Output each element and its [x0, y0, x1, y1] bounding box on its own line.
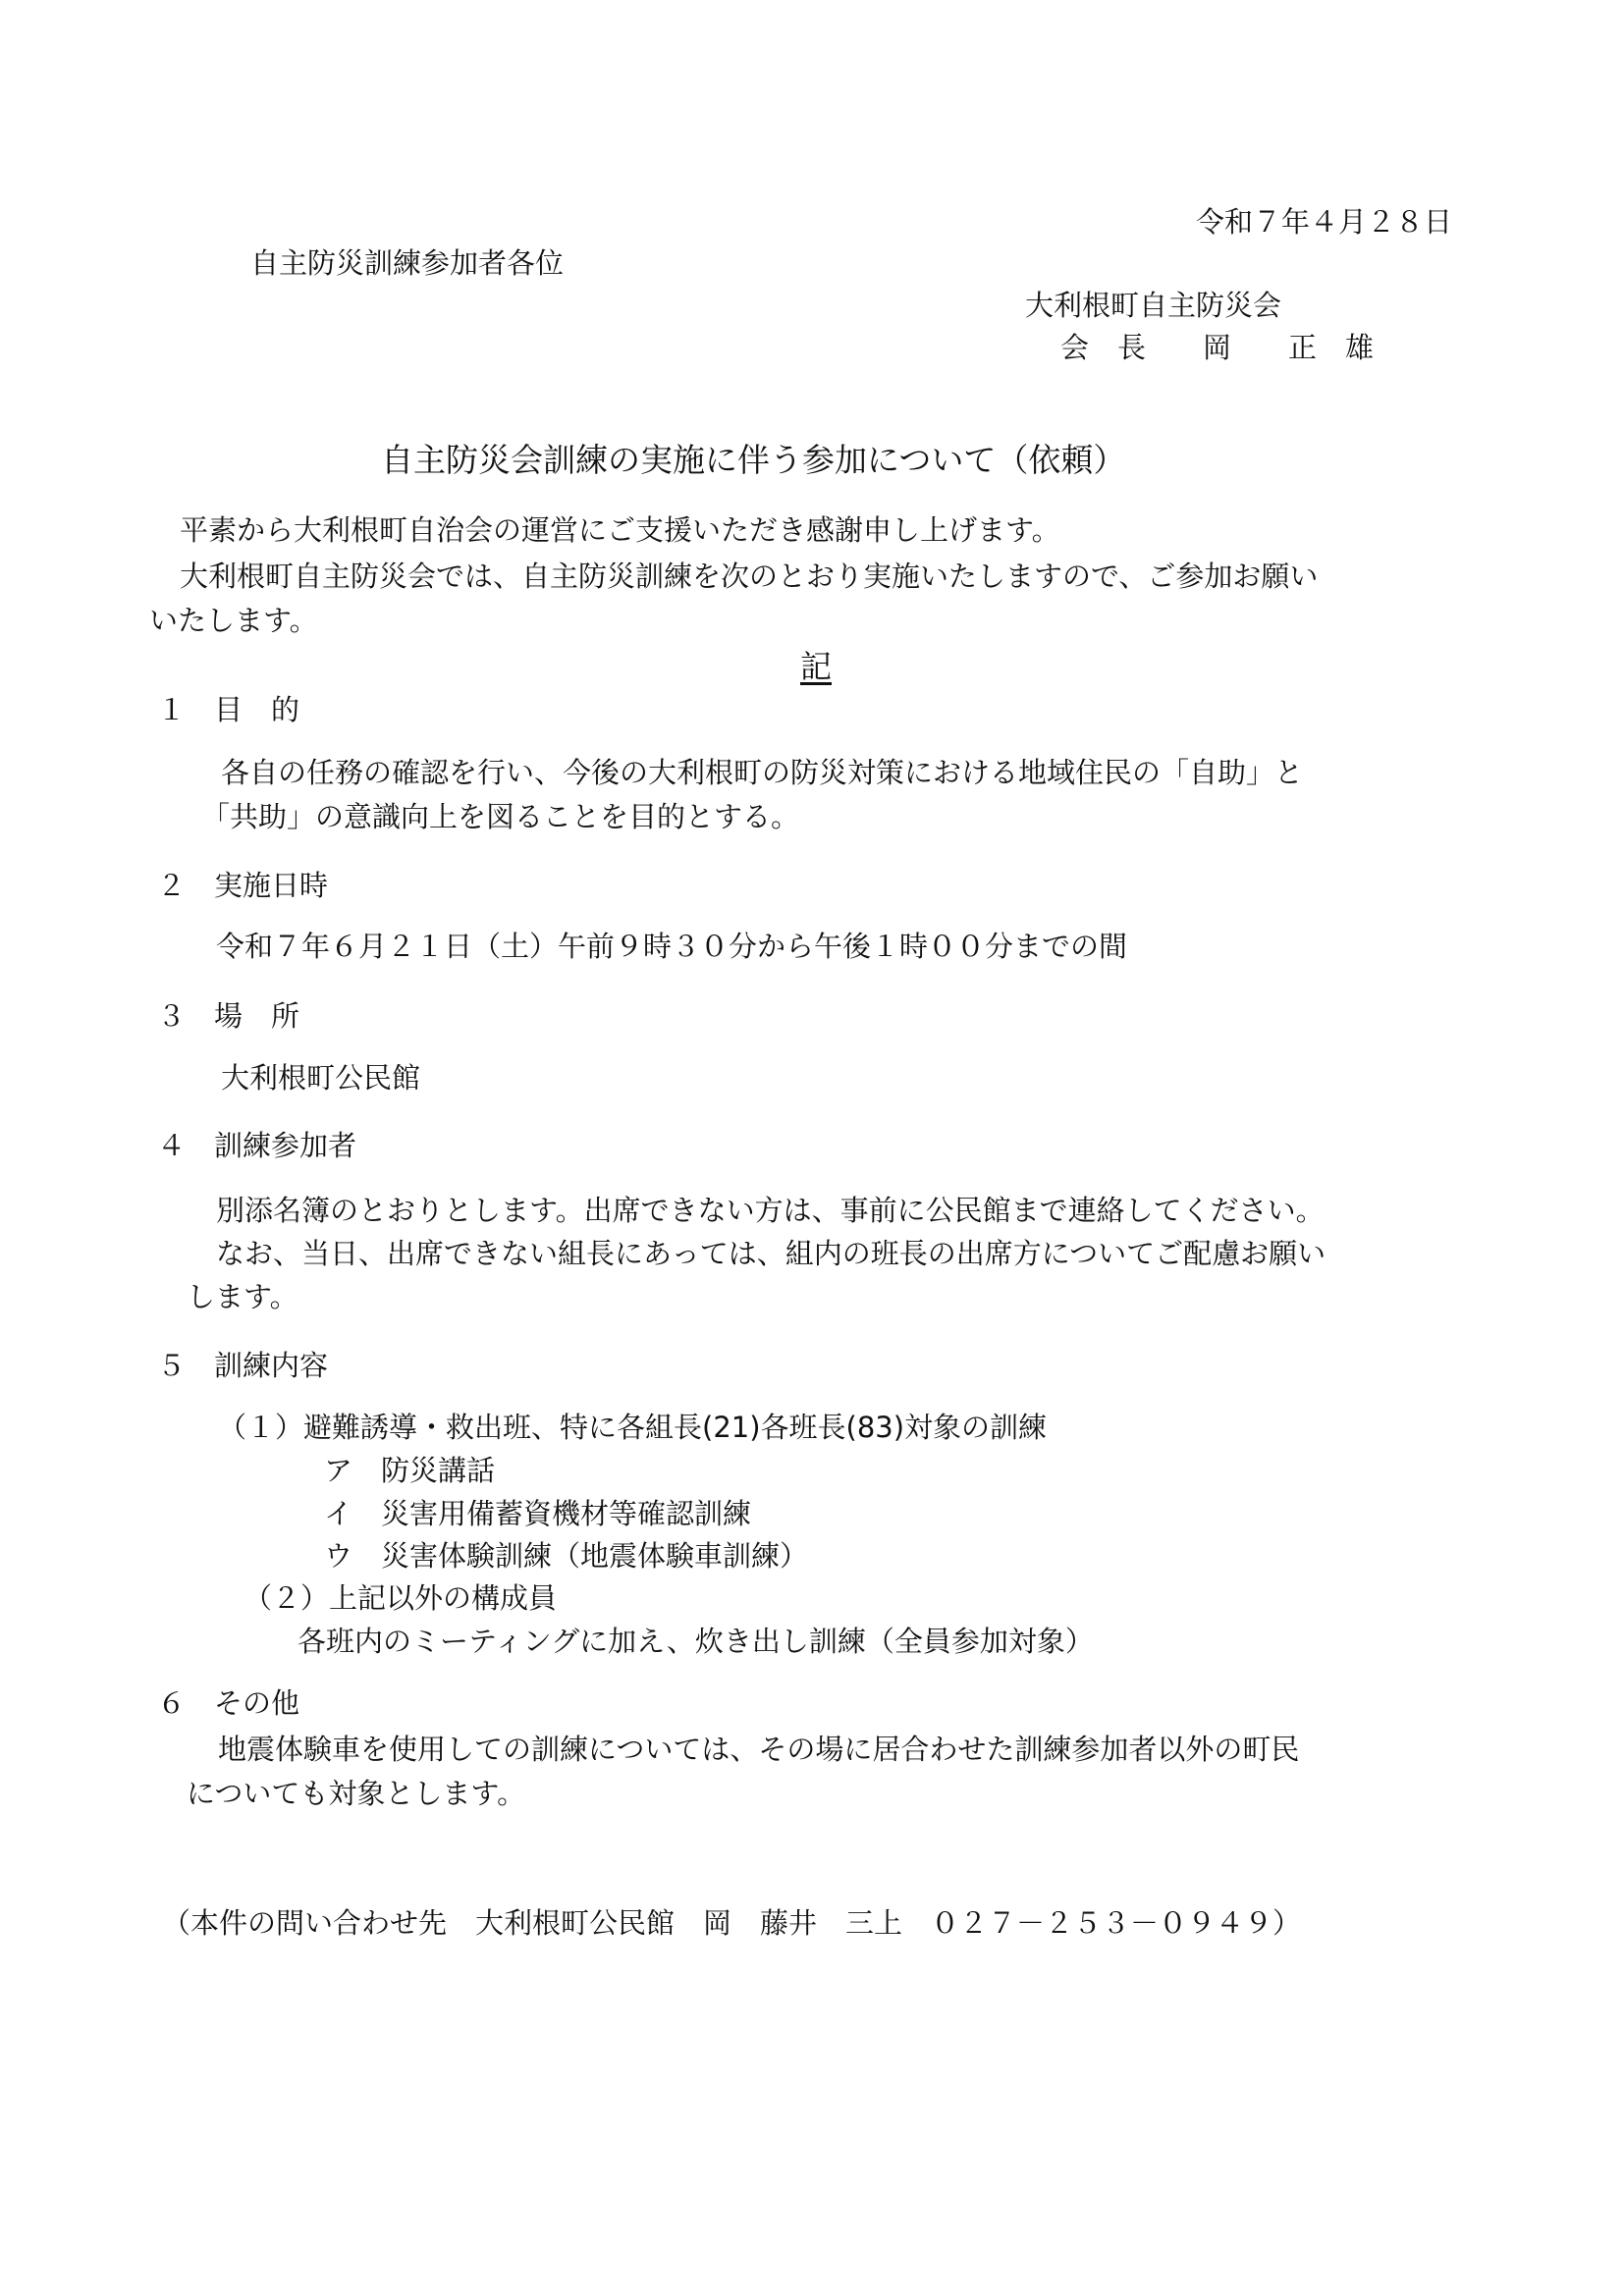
section-5-sub-i: イ 災害用備蓄資機材等確認訓練 [324, 1497, 752, 1530]
section-6-heading: ６ その他 [157, 1686, 300, 1720]
section-6-line-1: 地震体験車を使用しての訓練については、その場に居合わせた訓練参加者以外の町民 [218, 1733, 1300, 1766]
section-5-item-2: （２）上記以外の構成員 [243, 1581, 558, 1615]
document-date: 令和７年４月２８日 [1196, 205, 1453, 239]
section-3-line-1: 大利根町公民館 [221, 1061, 421, 1095]
section-1-line-1: 各自の任務の確認を行い、今後の大利根町の防災対策における地域住民の「自助」と [221, 756, 1304, 789]
sender-organization: 大利根町自主防災会 [1025, 289, 1282, 322]
contact-info: （本件の問い合わせ先 大利根町公民館 岡 藤井 三上 ０２７－２５３－０９４９） [162, 1906, 1302, 1940]
section-4-heading: ４ 訓練参加者 [157, 1129, 357, 1162]
section-5-sub-u: ウ 災害体験訓練（地震体験車訓練） [324, 1539, 809, 1573]
section-4-line-2: なお、当日、出席できない組長にあっては、組内の班長の出席方についてご配慮お願い [216, 1237, 1326, 1270]
section-3-heading: ３ 場 所 [157, 999, 300, 1033]
section-4-line-1: 別添名簿のとおりとします。出席できない方は、事前に公民館まで連絡してください。 [216, 1194, 1325, 1227]
section-2-heading: ２ 実施日時 [157, 869, 329, 902]
section-1-line-2: 「共助」の意識向上を図ることを目的とする。 [201, 800, 800, 833]
document-title: 自主防災会訓練の実施に伴う参加について（依頼） [381, 441, 1126, 479]
intro-line-2: 大利根町自主防災会では、自主防災訓練を次のとおり実施いたしますので、ご参加お願い [180, 560, 1319, 593]
section-1-heading: １ 目 的 [157, 693, 300, 726]
section-5-item-2-detail: 各班内のミーティングに加え、炊き出し訓練（全員参加対象） [298, 1625, 1094, 1658]
sender-name: 会 長 岡 正 雄 [1060, 331, 1375, 364]
section-6-line-2: についても対象とします。 [187, 1777, 526, 1810]
section-5-sub-a: ア 防災講話 [324, 1454, 496, 1487]
intro-line-1: 平素から大利根町自治会の運営にご支援いただき感謝申し上げます。 [180, 513, 1060, 547]
section-4-line-3: します。 [187, 1280, 298, 1313]
intro-line-3: いたします。 [149, 604, 318, 637]
recipient: 自主防災訓練参加者各位 [250, 246, 565, 280]
section-2-line-1: 令和７年６月２１日（土）午前９時３０分から午後１時００分までの間 [216, 930, 1128, 963]
section-5-item-1: （１）避難誘導・救出班、特に各組長(21)各班長(83)対象の訓練 [218, 1411, 1048, 1444]
ki-heading: 記 [800, 648, 833, 685]
section-5-heading: ５ 訓練内容 [157, 1349, 329, 1382]
